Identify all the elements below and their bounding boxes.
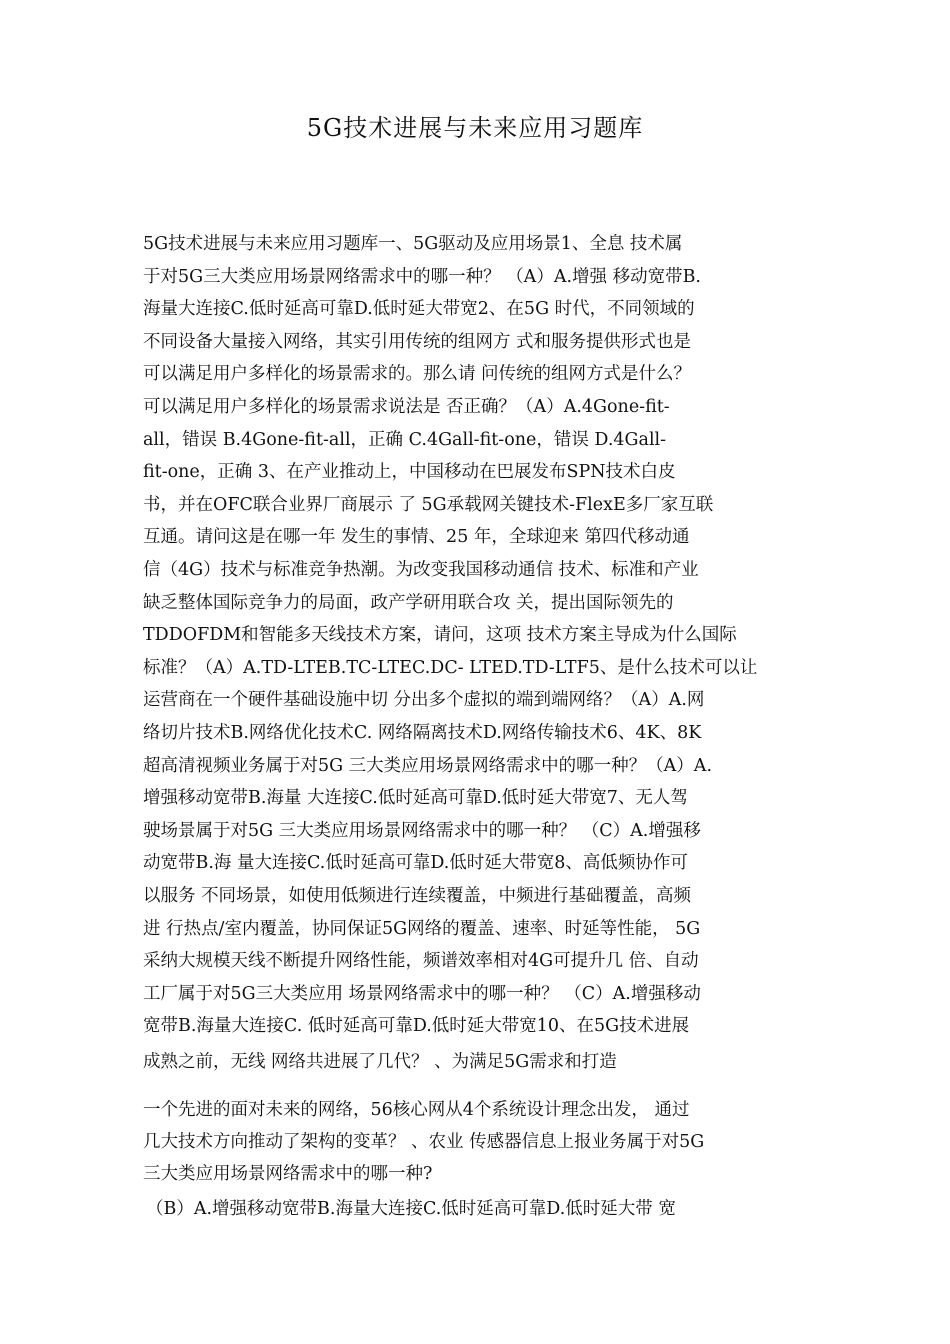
body-line: 动宽带B.海 量大连接C.低时延高可靠D.低时延大带宽8、高低频协作可 (143, 853, 688, 874)
body-line: 络切片技术B.网络优化技术C. 网络隔离技术D.网络传输技术6、4K、8K (143, 723, 702, 743)
body-line: 一个先进的面对未来的网络，56核心网从4个系统设计理念出发， 通过 (143, 1100, 690, 1120)
body-line: （B）A.增强移动宽带B.海量大连接C.低时延高可靠D.低时延大带 宽 (146, 1199, 676, 1219)
body-line: 三大类应用场景网络需求中的哪一种? (143, 1164, 433, 1184)
body-line: 可以满足用户多样化的场景需求说法是 否正确？（A）A.4Gone-fit- (143, 397, 670, 417)
body-line: 进 行热点/室内覆盖，协同保证5G网络的覆盖、速率、时延等性能， 5G (143, 918, 701, 939)
body-line: 成熟之前，无线 网络共进展了几代？ 、为满足5G需求和打造 (143, 1052, 617, 1073)
body-line: 书，并在OFC联合业界厂商展示 了 5G承载网关键技术-FlexE多厂家互联 (143, 494, 714, 515)
body-line: 互通。请问这是在哪一年 发生的事情、25 年，全球迎来 第四代移动通 (143, 527, 690, 548)
body-line: 以服务 不同场景，如使用低频进行连续覆盖，中频进行基础覆盖，高频 (143, 886, 692, 906)
body-line: 信（4G）技术与标准竞争热潮。为改变我国移动通信 技术、标准和产业 (143, 560, 699, 580)
body-line: fit-one，正确 3、在产业推动上，中国移动在巴展发布SPN技术白皮 (143, 462, 676, 483)
body-line: 5G技术进展与未来应用习题库一、5G驱动及应用场景1、全息 技术属 (143, 234, 683, 254)
body-line: 超高清视频业务属于对5G 三大类应用场景网络需求中的哪一种？（A）A. (143, 755, 713, 776)
document-title: 5G技术进展与未来应用习题库 (306, 114, 644, 142)
body-line: 驶场景属于对5G 三大类应用场景网络需求中的哪一种？ （C）A.增强移 (143, 820, 701, 841)
body-line: 增强移动宽带B.海量 大连接C.低时延高可靠D.低时延大带宽7、无人驾 (143, 788, 688, 809)
body-line: 海量大连接C.低时延高可靠D.低时延大带宽2、在5G 时代，不同领域的 (143, 299, 695, 320)
body-line: 标准？（A）A.TD-LTEB.TC-LTEC.DC- LTED.TD-LTF5、是什么技术可以让 (143, 657, 758, 678)
body-line: 工厂属于对5G三大类应用 场景网络需求中的哪一种？ （C）A.增强移动 (143, 983, 701, 1004)
body-line: TDDOFDM和智能多天线技术方案，请问，这项 技术方案主导成为什么国际 (143, 625, 737, 646)
body-line: all，错误 B.4Gone-fit-all，正确 C.4Gall-fit-one，错误 D.4Gall- (143, 429, 667, 450)
body-line: 可以满足用户多样化的场景需求的。那么请 问传统的组网方式是什么？ (143, 364, 692, 385)
body-line: 宽带B.海量大连接C. 低时延高可靠D.低时延大带宽10、在5G技术进展 (143, 1016, 690, 1037)
body-line: 采纳大规模天线不断提升网络性能，频谱效率相对4G可提升几 倍、自动 (143, 951, 699, 972)
body-line: 缺乏整体国际竞争力的局面，政产学研用联合攻 关，提出国际领先的 (143, 592, 674, 613)
body-line: 不同设备大量接入网络，其实引用传统的组网方 式和服务提供形式也是 (143, 331, 692, 352)
body-line: 于对5G三大类应用场景网络需求中的哪一种？ （A）A.增强 移动宽带B. (143, 266, 701, 287)
body-line: 运营商在一个硬件基础设施中切 分出多个虚拟的端到端网络？（A）A.网 (143, 690, 705, 711)
body-line: 几大技术方向推动了架构的变革？ 、农业 传感器信息上报业务属于对5G (143, 1132, 705, 1152)
